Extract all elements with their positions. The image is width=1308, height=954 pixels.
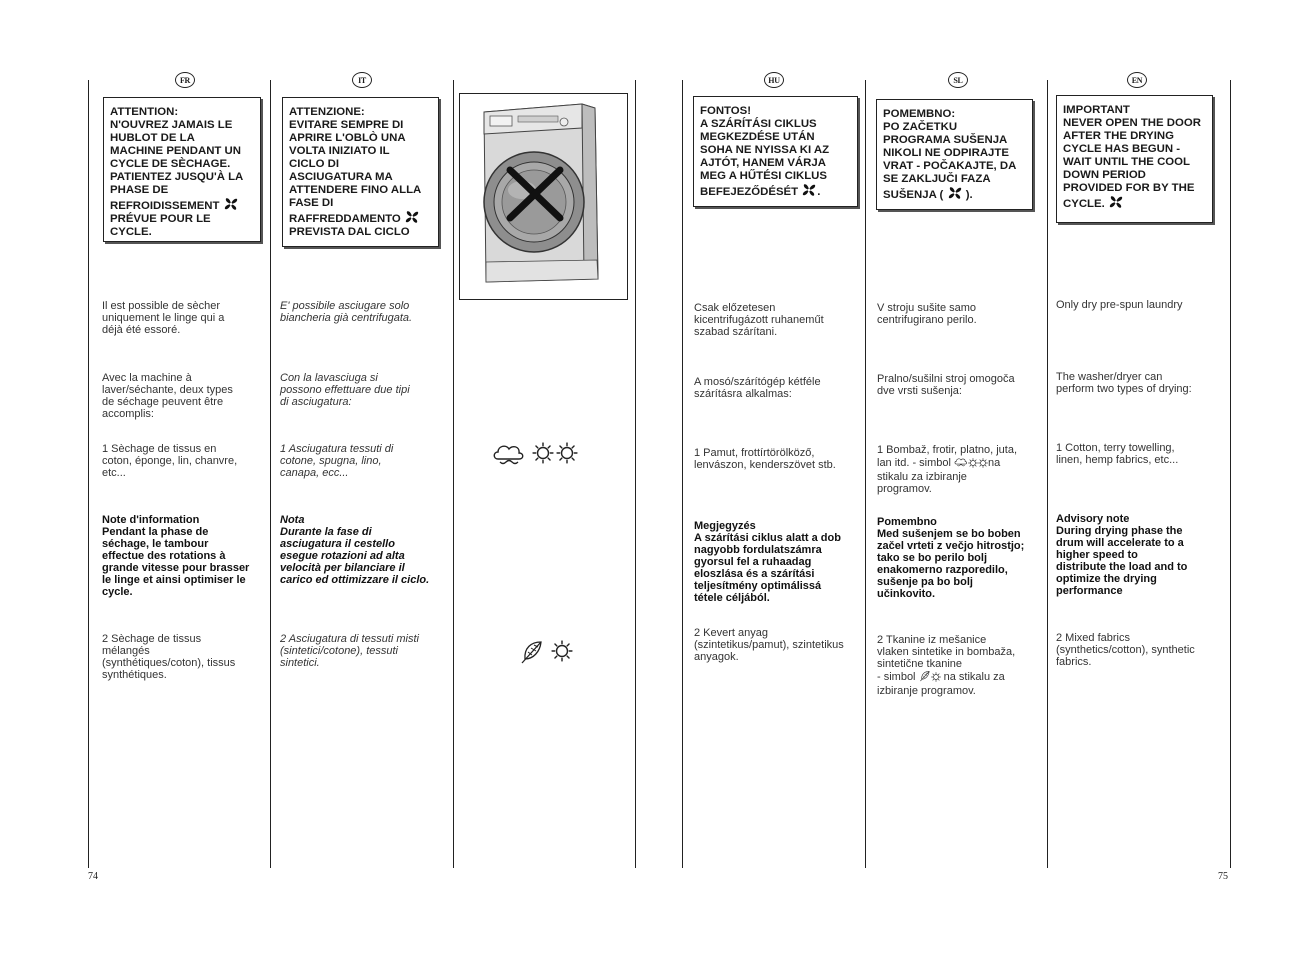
column-rule bbox=[88, 80, 89, 868]
paragraph-text: na bbox=[988, 457, 1001, 469]
paragraph-text: stikalu za izbiranje programov. bbox=[877, 471, 967, 495]
cloud-sun-sun-icon bbox=[492, 438, 582, 470]
paragraph-cotton bbox=[877, 444, 1017, 495]
fan-icon bbox=[223, 197, 239, 211]
paragraph-pre-spun: Il est possible de sècher uniquement le linge qui a déjà été essoré. bbox=[102, 300, 225, 336]
paragraph-cotton: 1 Asciugatura tessuti di cotone, spugna, lino, canapa, ecc... bbox=[280, 443, 394, 479]
warning-text: ATTENZIONE: EVITARE SEMPRE DI APRIRE L'OBLÒ UNA VOLTA INIZIATO IL CICLO DI ASCIUGATURA MA ATTENDERE FINO ALLA FASE DI RAFFREDDAMENTO bbox=[289, 106, 422, 225]
paragraph-drying-types: A mosó/szárítógép kétféle szárításra alkalmas: bbox=[694, 376, 821, 400]
warning-box-en bbox=[1056, 95, 1213, 223]
column-rule bbox=[635, 80, 636, 868]
warning-box-sl bbox=[876, 99, 1033, 210]
paragraph-pre-spun: V stroju sušite samo centrifugirano perilo. bbox=[877, 302, 977, 326]
advisory-note: Megjegyzés A szárítási ciklus alatt a dob nagyobb fordulatszámra gyorsul fel a ruhaadag eloszlása és a szárítási teljesítmény optimálissá tétele céljából. bbox=[694, 520, 841, 604]
paragraph-mixed: 2 Asciugatura di tessuti misti (sintetici/cotone), tessuti sintetici. bbox=[280, 633, 419, 669]
fan-icon bbox=[404, 210, 420, 224]
warning-text: FONTOS! A SZÁRÍTÁSI CIKLUS MEGKEZDÉSE UTÁN SOHA NE NYISSA KI AZ AJTÓT, HANEM VÁRJA MEG A HŰTÉSI CIKLUS BEFEJEZŐDÉSÉT bbox=[700, 105, 830, 198]
paragraph-drying-types: Pralno/sušilni stroj omogoča dve vrsti sušenja: bbox=[877, 373, 1015, 397]
feather-sun-icon bbox=[919, 670, 941, 685]
advisory-note: Note d'information Pendant la phase de séchage, le tambour effectue des rotations à grande vitesse pour brasser le linge et ainsi optimiser le cycle. bbox=[102, 514, 250, 598]
advisory-note: Advisory note During drying phase the drum will accelerate to a higher speed to distribute the load and to optimize the drying performance bbox=[1056, 513, 1188, 597]
feather-sun-icon bbox=[519, 637, 581, 667]
washing-machine-figure bbox=[459, 93, 628, 300]
warning-text-tail: PREVISTA DAL CICLO bbox=[289, 226, 410, 238]
warning-text: ATTENTION: N'OUVREZ JAMAIS LE HUBLOT DE LA MACHINE PENDANT UN CYCLE DE SÈCHAGE. PATIENTEZ JUSQU'À LA PHASE DE REFROIDISSEMENT bbox=[110, 106, 244, 212]
cloud-sun-sun-icon bbox=[954, 456, 988, 471]
warning-box-hu bbox=[693, 96, 858, 207]
paragraph-text: na stikalu za bbox=[943, 671, 1005, 683]
paragraph-cotton: 1 Cotton, terry towelling, linen, hemp fabrics, etc... bbox=[1056, 442, 1179, 466]
warning-text: POMEMBNO: PO ZAČETKU PROGRAMA SUŠENJA NIKOLI NE ODPIRAJTE VRAT - POČAKAJTE, DA SE ZAKLJUČI FAZA SUŠENJA ( bbox=[883, 108, 1017, 201]
paragraph-mixed bbox=[877, 634, 1015, 697]
column-rule bbox=[865, 80, 866, 868]
language-badge-fr: FR bbox=[175, 72, 195, 88]
warning-text: IMPORTANT NEVER OPEN THE DOOR AFTER THE DRYING CYCLE HAS BEGUN - WAIT UNTIL THE COOL DOWN PERIOD PROVIDED FOR BY THE CYCLE. bbox=[1063, 104, 1201, 210]
warning-box-it bbox=[282, 97, 439, 247]
warning-text-tail: PRÉVUE POUR LE CYCLE. bbox=[110, 213, 211, 238]
paragraph-pre-spun: Only dry pre-spun laundry bbox=[1056, 299, 1183, 311]
washing-machine-crossed-icon bbox=[460, 94, 627, 299]
column-rule bbox=[682, 80, 683, 868]
advisory-note: Nota Durante la fase di asciugatura il cestello esegue rotazioni ad alta velocità per bilanciare il carico ed ottimizzare il ciclo. bbox=[280, 514, 430, 586]
warning-text-tail: . bbox=[817, 186, 821, 198]
fan-icon bbox=[947, 186, 963, 200]
language-badge-hu: HU bbox=[764, 72, 784, 88]
paragraph-mixed: 2 Kevert anyag (szintetikus/pamut), szintetikus anyagok. bbox=[694, 627, 844, 663]
paragraph-text: izbiranje programov. bbox=[877, 685, 976, 697]
fan-icon bbox=[1108, 195, 1124, 209]
advisory-note: Pomembno Med sušenjem se bo boben začel vrteti z večjo hitrostjo; tako se bo perilo bolj enakomerno razporedilo, sušenje pa bo bolj učinkovito. bbox=[877, 516, 1025, 600]
paragraph-mixed: 2 Sèchage de tissus mélangés (synthétiques/coton), tissus synthétiques. bbox=[102, 633, 236, 681]
warning-text-tail: ). bbox=[965, 189, 973, 201]
paragraph-pre-spun: E' possibile asciugare solo biancheria già centrifugata. bbox=[280, 300, 413, 324]
language-badge-it: IT bbox=[352, 72, 372, 88]
paragraph-text: 1 Bombaž, frotir, platno, juta, lan itd. - simbol bbox=[877, 444, 1018, 469]
fan-icon bbox=[801, 183, 817, 197]
column-rule bbox=[1047, 80, 1048, 868]
paragraph-mixed: 2 Mixed fabrics (synthetics/cotton), synthetic fabrics. bbox=[1056, 632, 1195, 668]
paragraph-cotton: 1 Pamut, frottírtörölköző, lenvászon, kenderszövet stb. bbox=[694, 447, 836, 471]
column-rule bbox=[1230, 80, 1231, 868]
column-rule bbox=[270, 80, 271, 868]
paragraph-drying-types: Con la lavasciuga si possono effettuare due tipi di asciugatura: bbox=[280, 372, 410, 408]
page-number-right: 75 bbox=[1218, 871, 1228, 882]
paragraph-drying-types: The washer/dryer can perform two types of drying: bbox=[1056, 371, 1192, 395]
paragraph-pre-spun: Csak előzetesen kicentrifugázott ruhaneműt szabad szárítani. bbox=[694, 302, 824, 338]
paragraph-cotton: 1 Sèchage de tissus en coton, éponge, lin, chanvre, etc... bbox=[102, 443, 238, 479]
column-rule bbox=[453, 80, 454, 868]
page-number-left: 74 bbox=[88, 871, 98, 882]
warning-box-fr bbox=[103, 97, 261, 242]
language-badge-sl: SL bbox=[948, 72, 968, 88]
paragraph-drying-types: Avec la machine à laver/séchante, deux types de séchage peuvent être accomplis: bbox=[102, 372, 233, 420]
paragraph-text: 2 Tkanine iz mešanice vlaken sintetike in bombaža, sintetične tkanine - simbol bbox=[877, 634, 1016, 683]
language-badge-en: EN bbox=[1127, 72, 1147, 88]
